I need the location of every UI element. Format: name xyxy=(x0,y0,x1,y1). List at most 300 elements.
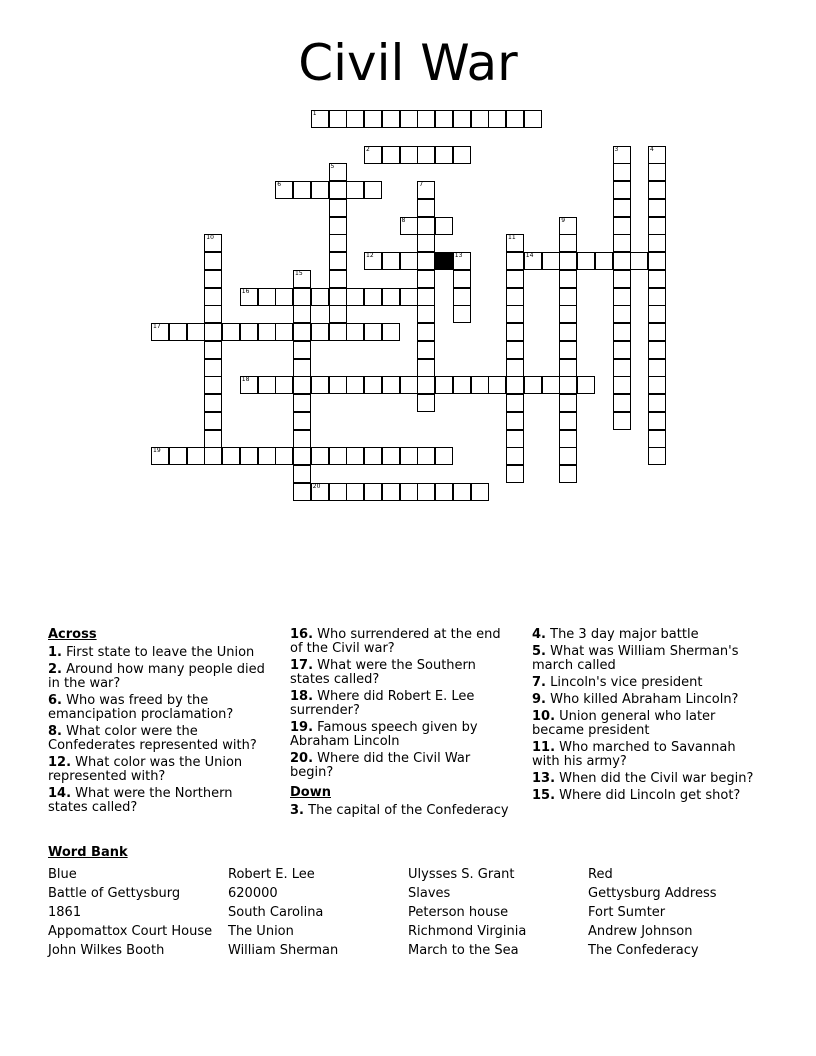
grid-cell[interactable] xyxy=(187,323,205,341)
page-title: Civil War xyxy=(298,34,518,92)
grid-cell[interactable] xyxy=(346,288,364,306)
grid-cell[interactable] xyxy=(471,110,489,128)
grid-cell[interactable] xyxy=(559,359,577,377)
grid-cell[interactable] xyxy=(435,146,453,164)
grid-cell[interactable] xyxy=(524,110,542,128)
clue-text: Around how many people died in the war? xyxy=(48,662,265,691)
across-clue xyxy=(290,628,515,656)
grid-cell[interactable] xyxy=(559,465,577,483)
grid-cell[interactable] xyxy=(453,146,471,164)
clue-num: 15. xyxy=(532,788,556,803)
clue-text: What color was the Union represented with? xyxy=(48,755,243,784)
grid-cell[interactable] xyxy=(613,270,631,288)
clue-text: The capital of the Confederacy xyxy=(308,803,509,818)
grid-cell[interactable] xyxy=(506,252,524,270)
grid-cell[interactable] xyxy=(293,483,311,501)
grid-cell[interactable] xyxy=(417,447,435,465)
grid-cell[interactable] xyxy=(204,323,222,341)
grid-cell[interactable] xyxy=(613,341,631,359)
word-bank-column xyxy=(408,865,526,960)
grid-cell[interactable] xyxy=(364,376,382,394)
grid-cell[interactable] xyxy=(275,447,293,465)
grid-cell[interactable] xyxy=(240,288,258,306)
grid-cell[interactable] xyxy=(346,110,364,128)
grid-cell[interactable] xyxy=(258,376,276,394)
grid-cell[interactable] xyxy=(382,447,400,465)
grid-cell[interactable] xyxy=(417,270,435,288)
clue-number: 14 xyxy=(525,252,534,259)
grid-cell[interactable] xyxy=(506,447,524,465)
grid-cell[interactable] xyxy=(400,217,418,235)
grid-cell[interactable] xyxy=(648,270,666,288)
grid-cell[interactable] xyxy=(613,252,631,270)
grid-cell[interactable] xyxy=(613,217,631,235)
grid-cell[interactable] xyxy=(400,146,418,164)
down-clue xyxy=(290,804,515,818)
grid-cell[interactable] xyxy=(559,430,577,448)
grid-cell[interactable] xyxy=(648,447,666,465)
grid-cell[interactable] xyxy=(151,323,169,341)
grid-cell[interactable] xyxy=(435,217,453,235)
grid-cell[interactable] xyxy=(648,288,666,306)
grid-cell[interactable] xyxy=(559,323,577,341)
grid-cell[interactable] xyxy=(204,412,222,430)
grid-cell[interactable] xyxy=(364,447,382,465)
across-clue xyxy=(48,725,268,753)
clue-text: Where did Robert E. Lee surrender? xyxy=(290,689,475,718)
grid-block xyxy=(435,252,453,270)
grid-cell[interactable] xyxy=(329,110,347,128)
grid-cell[interactable] xyxy=(506,288,524,306)
grid-cell[interactable] xyxy=(240,447,258,465)
grid-cell[interactable] xyxy=(613,376,631,394)
clue-num: 18. xyxy=(290,689,314,704)
grid-cell[interactable] xyxy=(204,305,222,323)
grid-cell[interactable] xyxy=(648,181,666,199)
word-bank-entry: William Sherman xyxy=(228,943,339,958)
grid-cell[interactable] xyxy=(453,110,471,128)
clue-num: 11. xyxy=(532,740,556,755)
clue-number: 10 xyxy=(206,234,214,242)
grid-cell[interactable] xyxy=(453,252,471,270)
grid-cell[interactable] xyxy=(293,376,311,394)
grid-cell[interactable] xyxy=(417,323,435,341)
across-clue xyxy=(290,721,515,749)
grid-cell[interactable] xyxy=(382,323,400,341)
grid-cell[interactable] xyxy=(204,447,222,465)
grid-cell[interactable] xyxy=(329,447,347,465)
clue-number: 18 xyxy=(241,376,250,384)
grid-cell[interactable] xyxy=(648,146,666,164)
grid-cell[interactable] xyxy=(613,234,631,252)
grid-cell[interactable] xyxy=(169,323,187,341)
word-bank-entry: The Union xyxy=(228,924,294,939)
grid-cell[interactable] xyxy=(453,270,471,288)
grid-cell[interactable] xyxy=(648,412,666,430)
grid-cell[interactable] xyxy=(417,199,435,217)
grid-cell[interactable] xyxy=(630,252,648,270)
grid-cell[interactable] xyxy=(613,181,631,199)
clue-number: 4 xyxy=(650,145,654,153)
across-heading: Across xyxy=(48,627,97,642)
grid-cell[interactable] xyxy=(559,234,577,252)
clue-num: 1. xyxy=(48,645,62,660)
grid-cell[interactable] xyxy=(488,376,506,394)
grid-cell[interactable] xyxy=(204,252,222,270)
grid-cell[interactable] xyxy=(488,110,506,128)
grid-cell[interactable] xyxy=(382,288,400,306)
grid-cell[interactable] xyxy=(417,181,435,199)
grid-cell[interactable] xyxy=(329,323,347,341)
word-bank-entry: Andrew Johnson xyxy=(588,924,693,939)
grid-cell[interactable] xyxy=(293,305,311,323)
grid-cell[interactable] xyxy=(311,323,329,341)
word-bank-entry: Robert E. Lee xyxy=(228,867,315,882)
grid-cell[interactable] xyxy=(613,359,631,377)
grid-cell[interactable] xyxy=(613,288,631,306)
grid-cell[interactable] xyxy=(329,217,347,235)
grid-cell[interactable] xyxy=(382,110,400,128)
grid-cell[interactable] xyxy=(311,110,329,128)
grid-cell[interactable] xyxy=(382,376,400,394)
grid-cell[interactable] xyxy=(542,376,560,394)
grid-cell[interactable] xyxy=(559,341,577,359)
grid-cell[interactable] xyxy=(417,483,435,501)
grid-cell[interactable] xyxy=(506,270,524,288)
clue-num: 17. xyxy=(290,658,314,673)
word-bank-entry: March to the Sea xyxy=(408,943,519,958)
clue-number: 7 xyxy=(419,181,424,188)
grid-cell[interactable] xyxy=(275,181,293,199)
grid-cell[interactable] xyxy=(506,234,524,252)
clue-num: 3. xyxy=(290,803,304,818)
down-clue xyxy=(532,628,762,642)
grid-cell[interactable] xyxy=(506,465,524,483)
clue-num: 7. xyxy=(532,675,546,690)
grid-cell[interactable] xyxy=(506,305,524,323)
grid-cell[interactable] xyxy=(293,394,311,412)
grid-cell[interactable] xyxy=(204,341,222,359)
word-bank-entry: Red xyxy=(588,867,613,882)
grid-cell[interactable] xyxy=(559,412,577,430)
grid-cell[interactable] xyxy=(293,323,311,341)
grid-cell[interactable] xyxy=(506,430,524,448)
across-clue xyxy=(48,756,268,784)
grid-cell[interactable] xyxy=(417,359,435,377)
grid-cell[interactable] xyxy=(222,447,240,465)
grid-cell[interactable] xyxy=(542,252,560,270)
grid-cell[interactable] xyxy=(169,447,187,465)
grid-cell[interactable] xyxy=(400,483,418,501)
clue-column-1 xyxy=(48,628,268,818)
grid-cell[interactable] xyxy=(417,288,435,306)
clue-number: 15 xyxy=(295,269,303,277)
grid-cell[interactable] xyxy=(275,376,293,394)
grid-cell[interactable] xyxy=(613,199,631,217)
clue-number: 5 xyxy=(330,163,335,171)
grid-cell[interactable] xyxy=(329,181,347,199)
grid-cell[interactable] xyxy=(648,305,666,323)
clue-number: 3 xyxy=(614,145,619,153)
grid-cell[interactable] xyxy=(346,447,364,465)
clue-text: What was William Sherman's march called xyxy=(532,644,739,673)
grid-cell[interactable] xyxy=(204,359,222,377)
grid-cell[interactable] xyxy=(346,181,364,199)
grid-cell[interactable] xyxy=(222,323,240,341)
grid-cell[interactable] xyxy=(417,376,435,394)
grid-cell[interactable] xyxy=(648,163,666,181)
grid-cell[interactable] xyxy=(364,110,382,128)
grid-cell[interactable] xyxy=(329,163,347,181)
grid-cell[interactable] xyxy=(648,430,666,448)
grid-cell[interactable] xyxy=(364,323,382,341)
grid-cell[interactable] xyxy=(293,412,311,430)
grid-cell[interactable] xyxy=(577,376,595,394)
clue-number: 1 xyxy=(312,110,317,117)
clue-number: 17 xyxy=(153,323,161,330)
word-bank-entry: Gettysburg Address xyxy=(588,886,717,901)
grid-cell[interactable] xyxy=(417,305,435,323)
grid-cell[interactable] xyxy=(329,305,347,323)
grid-cell[interactable] xyxy=(613,146,631,164)
grid-cell[interactable] xyxy=(204,394,222,412)
clue-text: Who was freed by the emancipation proclamation? xyxy=(48,693,234,722)
grid-cell[interactable] xyxy=(364,181,382,199)
grid-cell[interactable] xyxy=(613,394,631,412)
grid-cell[interactable] xyxy=(559,394,577,412)
grid-cell[interactable] xyxy=(648,394,666,412)
grid-cell[interactable] xyxy=(559,447,577,465)
word-bank-entry: The Confederacy xyxy=(588,943,699,958)
clue-num: 10. xyxy=(532,709,556,724)
down-clue xyxy=(532,741,762,769)
clue-number: 2 xyxy=(366,145,370,153)
grid-cell[interactable] xyxy=(382,483,400,501)
grid-cell[interactable] xyxy=(204,270,222,288)
grid-cell[interactable] xyxy=(506,323,524,341)
clue-num: 4. xyxy=(532,627,546,642)
grid-cell[interactable] xyxy=(506,341,524,359)
clue-text: What were the Southern states called? xyxy=(290,658,476,687)
grid-cell[interactable] xyxy=(204,234,222,252)
grid-cell[interactable] xyxy=(364,252,382,270)
grid-cell[interactable] xyxy=(613,163,631,181)
grid-cell[interactable] xyxy=(471,483,489,501)
clue-number: 20 xyxy=(312,482,321,490)
grid-cell[interactable] xyxy=(648,376,666,394)
grid-cell[interactable] xyxy=(417,110,435,128)
grid-cell[interactable] xyxy=(524,376,542,394)
grid-cell[interactable] xyxy=(293,181,311,199)
word-bank-entry: 620000 xyxy=(228,886,278,901)
clue-text: What color were the Confederates represented with? xyxy=(48,724,257,753)
grid-cell[interactable] xyxy=(329,199,347,217)
clue-num: 13. xyxy=(532,771,556,786)
grid-cell[interactable] xyxy=(311,376,329,394)
clue-num: 19. xyxy=(290,720,314,735)
grid-cell[interactable] xyxy=(559,252,577,270)
grid-cell[interactable] xyxy=(417,341,435,359)
grid-cell[interactable] xyxy=(613,412,631,430)
grid-cell[interactable] xyxy=(311,483,329,501)
grid-cell[interactable] xyxy=(559,376,577,394)
clue-num: 12. xyxy=(48,755,72,770)
clue-num: 16. xyxy=(290,627,314,642)
grid-cell[interactable] xyxy=(400,288,418,306)
grid-cell[interactable] xyxy=(346,323,364,341)
grid-cell[interactable] xyxy=(258,323,276,341)
grid-cell[interactable] xyxy=(435,483,453,501)
grid-cell[interactable] xyxy=(559,270,577,288)
grid-cell[interactable] xyxy=(453,288,471,306)
grid-cell[interactable] xyxy=(577,252,595,270)
clue-number: 9 xyxy=(561,216,566,224)
grid-cell[interactable] xyxy=(329,376,347,394)
clue-num: 14. xyxy=(48,786,72,801)
grid-cell[interactable] xyxy=(364,483,382,501)
grid-cell[interactable] xyxy=(400,376,418,394)
down-clue xyxy=(532,789,762,803)
grid-cell[interactable] xyxy=(506,110,524,128)
clue-text: Where did Lincoln get shot? xyxy=(559,788,741,803)
grid-cell[interactable] xyxy=(258,288,276,306)
grid-cell[interactable] xyxy=(187,447,205,465)
word-bank-column xyxy=(228,865,338,960)
grid-cell[interactable] xyxy=(435,376,453,394)
clue-number: 11 xyxy=(508,234,516,242)
grid-cell[interactable] xyxy=(204,376,222,394)
grid-cell[interactable] xyxy=(240,323,258,341)
grid-cell[interactable] xyxy=(559,217,577,235)
word-bank-entry: Peterson house xyxy=(408,905,509,920)
clue-text: First state to leave the Union xyxy=(66,645,255,660)
grid-cell[interactable] xyxy=(648,341,666,359)
grid-cell[interactable] xyxy=(293,430,311,448)
grid-cell[interactable] xyxy=(204,288,222,306)
word-bank-entry: Appomattox Court House xyxy=(48,924,213,939)
grid-cell[interactable] xyxy=(648,323,666,341)
clue-num: 2. xyxy=(48,662,62,677)
clue-text: When did the Civil war begin? xyxy=(559,771,754,786)
clue-text: Lincoln's vice president xyxy=(550,675,703,690)
grid-cell[interactable] xyxy=(258,447,276,465)
word-bank-entry: Blue xyxy=(48,867,77,882)
grid-cell[interactable] xyxy=(400,447,418,465)
grid-cell[interactable] xyxy=(417,394,435,412)
grid-cell[interactable] xyxy=(648,234,666,252)
grid-cell[interactable] xyxy=(329,252,347,270)
grid-cell[interactable] xyxy=(435,447,453,465)
across-clue xyxy=(290,752,515,780)
grid-cell[interactable] xyxy=(346,376,364,394)
grid-cell[interactable] xyxy=(311,181,329,199)
grid-cell[interactable] xyxy=(329,270,347,288)
grid-cell[interactable] xyxy=(293,465,311,483)
clue-text: What were the Northern states called? xyxy=(48,786,233,815)
clue-text: The 3 day major battle xyxy=(550,627,699,642)
grid-cell[interactable] xyxy=(559,288,577,306)
down-clue xyxy=(532,693,762,707)
grid-cell[interactable] xyxy=(275,323,293,341)
word-bank-entry: Ulysses S. Grant xyxy=(408,867,515,882)
grid-cell[interactable] xyxy=(204,430,222,448)
grid-cell[interactable] xyxy=(329,288,347,306)
grid-cell[interactable] xyxy=(382,252,400,270)
word-bank-entry: John Wilkes Booth xyxy=(48,943,165,958)
across-clue xyxy=(48,787,268,815)
grid-cell[interactable] xyxy=(293,359,311,377)
grid-cell[interactable] xyxy=(417,252,435,270)
grid-cell[interactable] xyxy=(293,341,311,359)
clue-text: Who surrendered at the end of the Civil war? xyxy=(290,627,501,656)
clue-num: 20. xyxy=(290,751,314,766)
grid-cell[interactable] xyxy=(293,270,311,288)
grid-cell[interactable] xyxy=(506,394,524,412)
clue-number: 12 xyxy=(366,252,374,259)
grid-cell[interactable] xyxy=(613,305,631,323)
grid-cell[interactable] xyxy=(275,288,293,306)
grid-cell[interactable] xyxy=(417,217,435,235)
word-bank-entry: 1861 xyxy=(48,905,82,920)
clue-column-3 xyxy=(532,628,762,806)
grid-cell[interactable] xyxy=(648,217,666,235)
grid-cell[interactable] xyxy=(417,234,435,252)
clue-column-2 xyxy=(290,628,515,821)
clue-num: 9. xyxy=(532,692,546,707)
word-bank-entry: Battle of Gettysburg xyxy=(48,886,181,901)
grid-cell[interactable] xyxy=(648,199,666,217)
grid-cell[interactable] xyxy=(613,323,631,341)
grid-cell[interactable] xyxy=(471,376,489,394)
word-bank-entry: Fort Sumter xyxy=(588,905,666,920)
clue-num: 8. xyxy=(48,724,62,739)
grid-cell[interactable] xyxy=(329,483,347,501)
across-clue xyxy=(290,690,515,718)
grid-cell[interactable] xyxy=(435,110,453,128)
grid-cell[interactable] xyxy=(506,412,524,430)
grid-cell[interactable] xyxy=(240,376,258,394)
grid-cell[interactable] xyxy=(453,305,471,323)
grid-cell[interactable] xyxy=(506,376,524,394)
grid-cell[interactable] xyxy=(400,252,418,270)
grid-cell[interactable] xyxy=(346,483,364,501)
grid-cell[interactable] xyxy=(329,234,347,252)
grid-cell[interactable] xyxy=(559,305,577,323)
word-bank-entry: South Carolina xyxy=(228,905,324,920)
grid-cell[interactable] xyxy=(453,376,471,394)
grid-cell[interactable] xyxy=(311,288,329,306)
clue-number: 13 xyxy=(454,252,463,259)
grid-cell[interactable] xyxy=(151,447,169,465)
grid-cell[interactable] xyxy=(595,252,613,270)
grid-cell[interactable] xyxy=(453,483,471,501)
down-clue xyxy=(532,772,762,786)
grid-cell[interactable] xyxy=(417,146,435,164)
grid-cell[interactable] xyxy=(364,288,382,306)
grid-cell[interactable] xyxy=(648,252,666,270)
grid-cell[interactable] xyxy=(364,146,382,164)
grid-cell[interactable] xyxy=(293,447,311,465)
grid-cell[interactable] xyxy=(311,447,329,465)
grid-cell[interactable] xyxy=(293,288,311,306)
grid-cell[interactable] xyxy=(648,359,666,377)
clue-num: 6. xyxy=(48,693,62,708)
word-bank-heading: Word Bank xyxy=(48,845,128,860)
grid-cell[interactable] xyxy=(524,252,542,270)
grid-cell[interactable] xyxy=(400,110,418,128)
grid-cell[interactable] xyxy=(382,146,400,164)
grid-cell[interactable] xyxy=(506,359,524,377)
